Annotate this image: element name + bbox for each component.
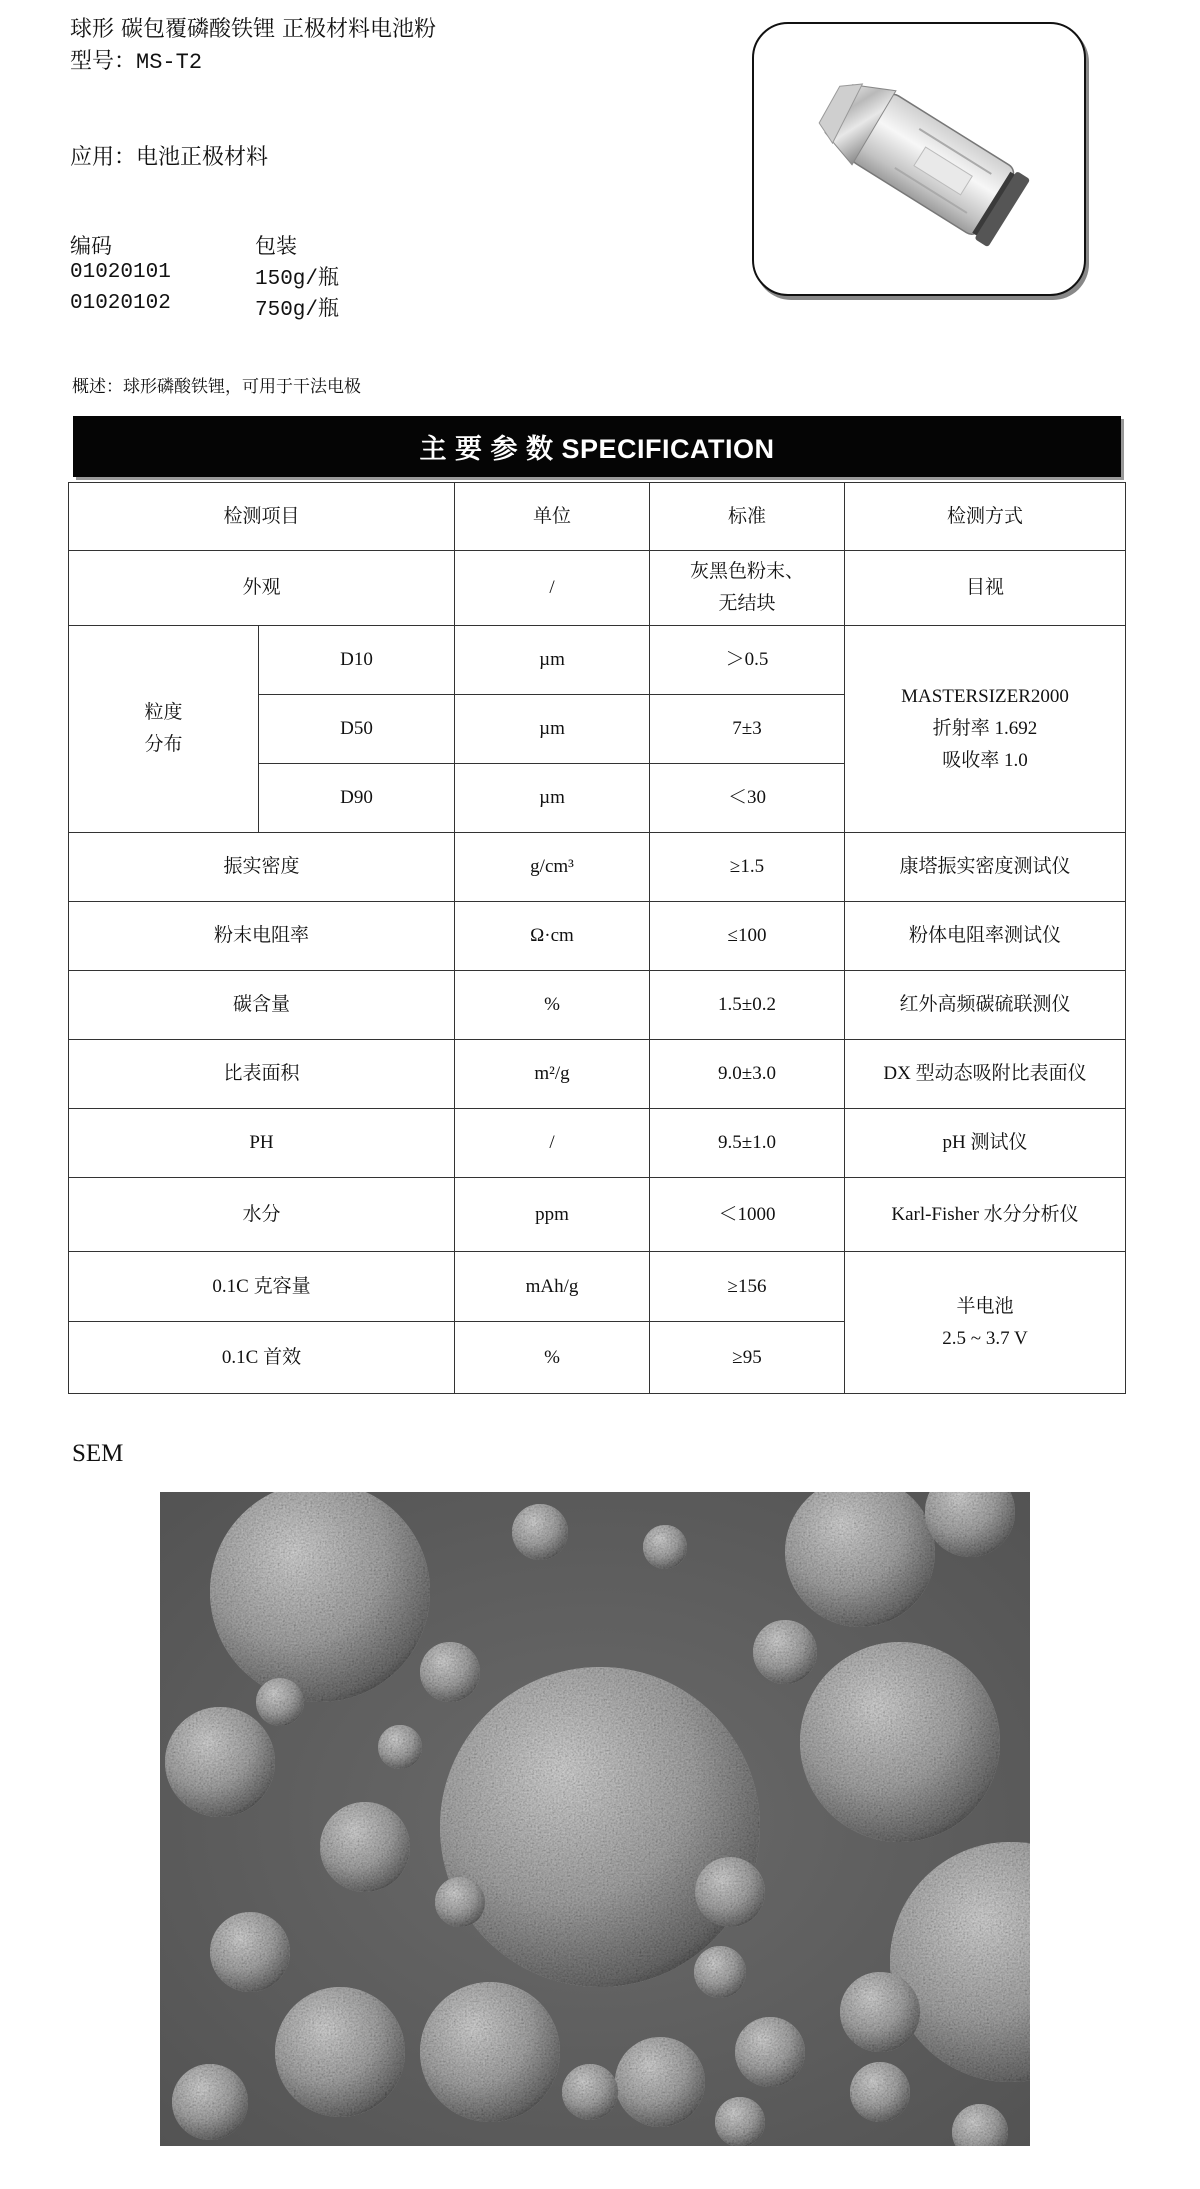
header-cell: 检测方式 [845,483,1126,551]
application-line: 应用：电池正极材料 [70,145,269,170]
standard-line: 无结块 [718,593,776,614]
product-title: 球形 碳包覆磷酸铁锂 正极材料电池粉 [70,17,436,42]
sem-particle [256,1678,304,1726]
sem-particle [172,2064,248,2140]
table-row [69,1040,1126,1109]
standard-cell: ＜30 [650,764,845,833]
item-cell: 0.1C 首效 [69,1322,455,1394]
standard-cell: 7±3 [650,695,845,764]
standard-cell: ≤100 [650,902,845,971]
sem-particle [435,1877,485,1927]
packaging-column-header: 包装 [255,234,297,258]
table-row [69,1252,1126,1322]
packaging-value: 750g/瓶 [255,299,340,322]
item-cell: 振实密度 [69,833,455,902]
item-line: 粒度 [144,702,183,723]
table-row [69,626,1126,695]
specification-table [68,482,1126,1394]
item-cell-psd [69,626,259,833]
method-line: MASTERSIZER2000 [901,686,1069,707]
table-row [69,902,1126,971]
standard-cell: 9.5±1.0 [650,1109,845,1178]
item-cell: PH [69,1109,455,1178]
table-row [69,1178,1126,1252]
product-code: 01020102 [70,292,171,315]
standard-cell: ＞0.5 [650,626,845,695]
method-cell-half-cell [845,1252,1126,1394]
packaging-value: 150g/瓶 [255,268,340,291]
standard-cell: ＜1000 [650,1178,845,1252]
standard-cell [650,551,845,626]
unit-cell: ppm [455,1178,650,1252]
method-cell: 红外高频碳硫联测仪 [845,971,1126,1040]
method-cell: 目视 [845,551,1126,626]
method-line: 折射率 1.692 [932,718,1038,739]
sem-particle [210,1492,430,1702]
sem-particle [615,2037,705,2127]
unit-cell: mAh/g [455,1252,650,1322]
method-cell: 粉体电阻率测试仪 [845,902,1126,971]
packaging [255,292,339,322]
method-line: 2.5 ~ 3.7 V [942,1327,1028,1349]
standard-cell: 1.5±0.2 [650,971,845,1040]
item-cell: 粉末电阻率 [69,902,455,971]
sem-particle [562,2064,618,2120]
method-cell: DX 型动态吸附比表面仪 [845,1040,1126,1109]
sem-particle [735,2017,805,2087]
standard-cell: ≥156 [650,1252,845,1322]
table-row [69,551,1126,626]
sem-particle [643,1525,687,1569]
sub-item-cell: D10 [259,626,455,695]
model-value: MS-T2 [136,50,203,75]
sem-particle [850,2062,910,2122]
sem-particle [420,1982,560,2122]
sem-micrograph [160,1492,1030,2146]
method-line: 半电池 [956,1295,1014,1317]
sem-label: SEM [72,1440,124,1467]
model-label: 型号： [70,49,137,74]
item-cell: 碳含量 [69,971,455,1040]
standard-cell: ≥1.5 [650,833,845,902]
sem-particle [378,1725,422,1769]
standard-cell: 9.0±3.0 [650,1040,845,1109]
product-code: 01020101 [70,261,171,284]
method-cell: Karl-Fisher 水分分析仪 [845,1178,1126,1252]
method-line: 吸收率 1.0 [942,750,1028,771]
table-row [69,971,1126,1040]
code-column-header: 编码 [70,234,112,258]
item-cell: 0.1C 克容量 [69,1252,455,1322]
standard-line: 灰黑色粉末、 [690,561,805,582]
header-cell: 标准 [650,483,845,551]
unit-cell: µm [455,764,650,833]
unit-cell: µm [455,695,650,764]
table-row [69,1109,1126,1178]
sem-particle [210,1912,290,1992]
packaging [255,261,339,291]
unit-cell: % [455,1322,650,1394]
table-row [69,833,1126,902]
method-cell: pH 测试仪 [845,1109,1126,1178]
unit-cell: m²/g [455,1040,650,1109]
sem-particle [320,1802,410,1892]
standard-cell: ≥95 [650,1322,845,1394]
product-photo-frame [752,22,1086,296]
header-cell: 检测项目 [69,483,455,551]
sem-particle [512,1504,568,1560]
sem-particle [694,1946,746,1998]
item-cell: 比表面积 [69,1040,455,1109]
product-bottle-image [754,24,1084,294]
unit-cell: / [455,1109,650,1178]
item-cell: 水分 [69,1178,455,1252]
sem-particles-image [160,1492,1030,2146]
sem-particle [840,1972,920,2052]
unit-cell: % [455,971,650,1040]
specification-title-bar: 主 要 参 数 SPECIFICATION [73,416,1121,477]
method-cell-psd [845,626,1126,833]
unit-cell: µm [455,626,650,695]
sub-item-cell: D90 [259,764,455,833]
summary-text: 概述：球形磷酸铁锂，可用于干法电极 [72,377,361,397]
unit-cell: / [455,551,650,626]
header-cell: 单位 [455,483,650,551]
item-cell: 外观 [69,551,455,626]
method-cell: 康塔振实密度测试仪 [845,833,1126,902]
unit-cell: g/cm³ [455,833,650,902]
sem-particle [695,1857,765,1927]
sem-particle [753,1620,817,1684]
sem-particle [420,1642,480,1702]
sub-item-cell: D50 [259,695,455,764]
table-header-row [69,483,1126,551]
unit-cell: Ω·cm [455,902,650,971]
item-line: 分布 [144,734,183,755]
sem-particle [800,1642,1000,1842]
sem-particle [440,1667,760,1987]
sem-particle [715,2097,765,2146]
model-line [70,44,202,75]
sem-particle [165,1707,275,1817]
sem-particle [275,1987,405,2117]
